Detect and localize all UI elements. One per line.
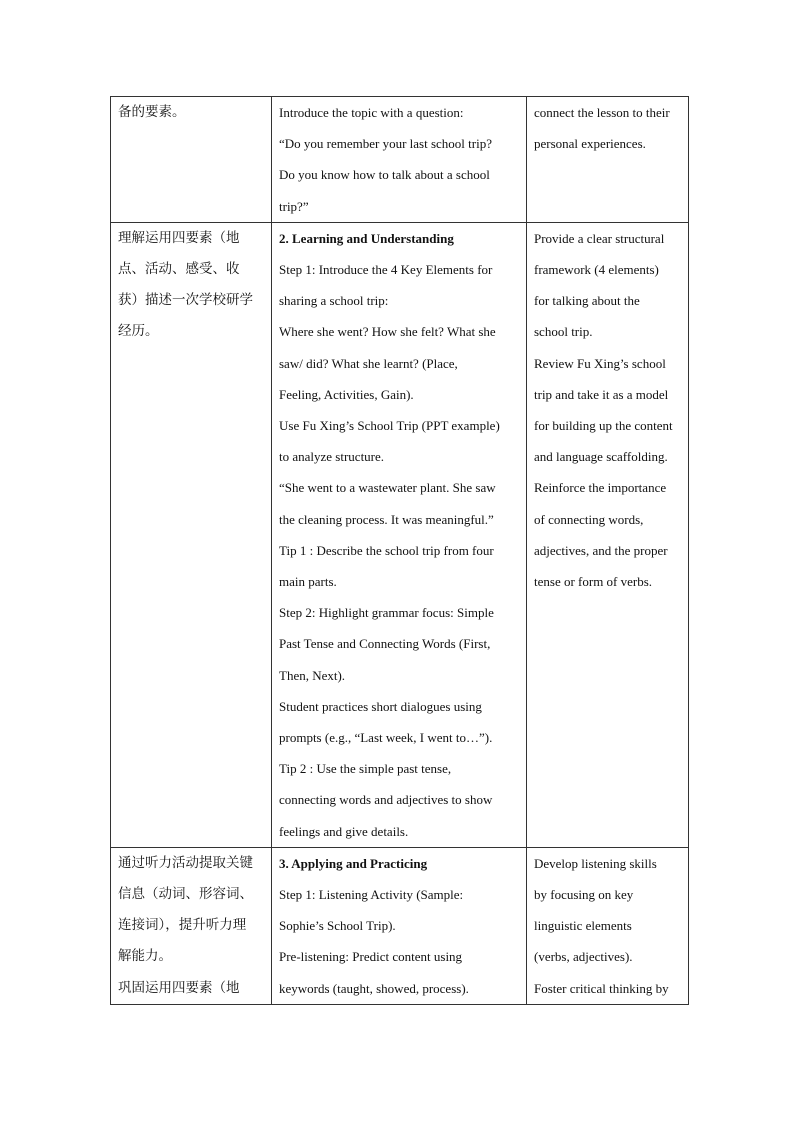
intention-cell bbox=[527, 847, 689, 1004]
procedure-line: Student practices short dialogues using bbox=[279, 698, 482, 714]
procedure-line: Pre-listening: Predict content using bbox=[279, 949, 463, 965]
procedure-cell bbox=[272, 97, 527, 223]
procedure-line: Step 1: Introduce the 4 Key Elements for bbox=[279, 262, 493, 278]
section-heading: 2. Learning and Understanding bbox=[279, 230, 454, 246]
procedure-line: sharing a school trip: bbox=[279, 293, 389, 309]
intention-line: by focusing on key bbox=[534, 887, 634, 903]
intention-line: of connecting words, bbox=[534, 511, 644, 527]
section-heading: 3. Applying and Practicing bbox=[279, 855, 428, 871]
table-row bbox=[111, 222, 689, 847]
intention-line: connect the lesson to their bbox=[534, 105, 670, 120]
objective-line: 备的要素。 bbox=[118, 104, 186, 120]
intention-line: linguistic elements bbox=[534, 918, 632, 934]
procedure-line: Introduce the topic with a question: bbox=[279, 105, 464, 120]
procedure-line: connecting words and adjectives to show bbox=[279, 792, 493, 808]
intention-line: school trip. bbox=[534, 324, 593, 340]
procedure-line: Do you know how to talk about a school bbox=[279, 167, 490, 183]
objective-line: 信息（动词、形容词、 bbox=[118, 886, 253, 903]
intention-line: Foster critical thinking by bbox=[534, 980, 669, 996]
procedure-line: “Do you remember your last school trip? bbox=[279, 136, 492, 152]
procedure-line: Sophie’s School Trip). bbox=[279, 918, 396, 934]
procedure-line: trip?” bbox=[279, 198, 309, 214]
intention-line: Review Fu Xing’s school bbox=[534, 355, 666, 371]
procedure-line: Past Tense and Connecting Words (First, bbox=[279, 636, 491, 652]
procedure-cell bbox=[272, 222, 527, 847]
procedure-line: Then, Next). bbox=[279, 667, 346, 683]
objective-line: 经历。 bbox=[118, 323, 159, 340]
intention-cell bbox=[527, 222, 689, 847]
intention-line: adjectives, and the proper bbox=[534, 542, 668, 558]
objective-cell bbox=[111, 222, 272, 847]
procedure-line: Tip 2 : Use the simple past tense, bbox=[279, 761, 452, 777]
procedure-line: Where she went? How she felt? What she bbox=[279, 324, 496, 340]
intention-line: Develop listening skills bbox=[534, 855, 657, 871]
procedure-line: feelings and give details. bbox=[279, 823, 409, 839]
procedure-line: prompts (e.g., “Last week, I went to…”). bbox=[279, 730, 493, 746]
procedure-line: Feeling, Activities, Gain). bbox=[279, 386, 414, 402]
intention-line: for building up the content bbox=[534, 418, 673, 434]
procedure-line: Step 2: Highlight grammar focus: Simple bbox=[279, 605, 494, 621]
objective-line: 获）描述一次学校研学 bbox=[118, 292, 253, 309]
objective-line: 点、活动、感受、收 bbox=[118, 261, 240, 278]
intention-line: Reinforce the importance bbox=[534, 480, 667, 496]
intention-cell bbox=[527, 97, 689, 223]
procedure-line: the cleaning process. It was meaningful.” bbox=[279, 511, 494, 527]
procedure-line: to analyze structure. bbox=[279, 449, 385, 465]
intention-line: trip and take it as a model bbox=[534, 386, 669, 402]
objective-line: 理解运用四要素（地 bbox=[118, 229, 240, 246]
intention-line: (verbs, adjectives). bbox=[534, 949, 633, 965]
procedure-line: saw/ did? What she learnt? (Place, bbox=[279, 355, 458, 371]
intention-line: Provide a clear structural bbox=[534, 230, 665, 246]
objective-cell bbox=[111, 97, 272, 223]
intention-line: and language scaffolding. bbox=[534, 449, 668, 465]
lesson-plan-table bbox=[110, 96, 689, 1005]
procedure-line: “She went to a wastewater plant. She saw bbox=[279, 480, 496, 496]
intention-line: tense or form of verbs. bbox=[534, 574, 653, 590]
procedure-line: Tip 1 : Describe the school trip from four bbox=[279, 542, 494, 558]
objective-line: 通过听力活动提取关键 bbox=[118, 854, 253, 871]
intention-line: framework (4 elements) bbox=[534, 262, 659, 278]
procedure-line: main parts. bbox=[279, 574, 337, 590]
objective-cell bbox=[111, 847, 272, 1004]
procedure-line: Step 1: Listening Activity (Sample: bbox=[279, 887, 464, 903]
procedure-line: keywords (taught, showed, process). bbox=[279, 980, 469, 996]
table-row bbox=[111, 847, 689, 1004]
table-row bbox=[111, 97, 689, 223]
intention-line: for talking about the bbox=[534, 293, 640, 309]
objective-line: 连接词），提升听力理 bbox=[118, 917, 247, 934]
procedure-line: Use Fu Xing’s School Trip (PPT example) bbox=[279, 418, 500, 434]
procedure-cell bbox=[272, 847, 527, 1004]
objective-line: 巩固运用四要素（地 bbox=[118, 979, 240, 996]
intention-line: personal experiences. bbox=[534, 136, 646, 152]
objective-line: 解能力。 bbox=[118, 948, 172, 965]
